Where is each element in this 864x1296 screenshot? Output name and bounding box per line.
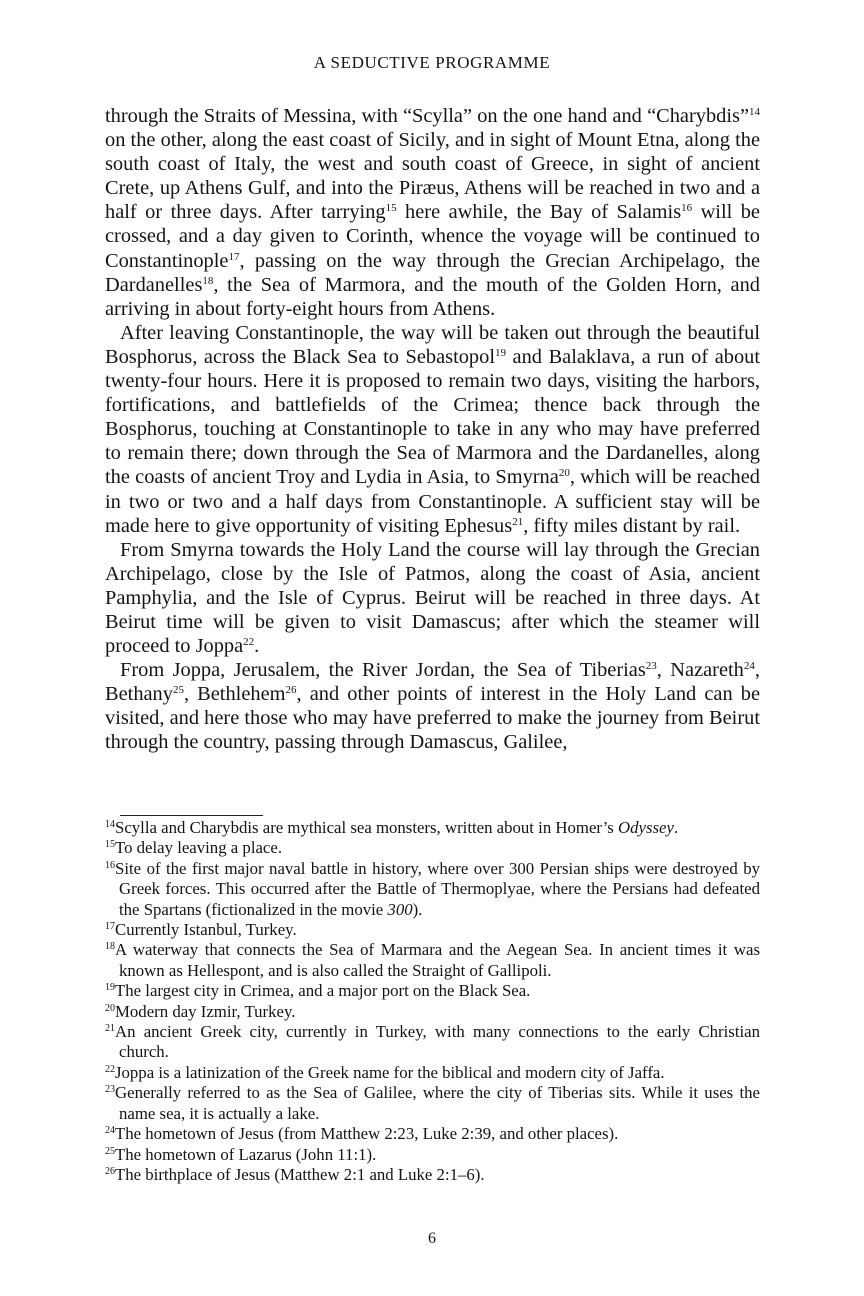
paragraph: From Smyrna towards the Holy Land the course will lay through the Grecian Archipelago, close by the Isle of Patmos, along the coast of Asia, ancient Pamphylia, and the Isle of Cyprus. Beirut will be reached in three days. At Beirut time will be given to visit Damascus; after which the steamer will proceed to Joppa$^{22}$. bbox=[105, 538, 760, 658]
footnote-ref[interactable]: 14 bbox=[749, 106, 760, 118]
paragraph: From Joppa, Jerusalem, the River Jordan, the Sea of Tiberias$^{23}$, Nazareth$^{24}$, Bethany$^{25}$, Bethlehem$^{26}$, and other points of interest in the Holy Land can be visited, and here those who may have preferred to make the journey from Beirut through the country, passing through Damascus, Galilee, bbox=[105, 659, 760, 754]
footnote-number: 16 bbox=[105, 859, 115, 871]
footnote-number: 17 bbox=[105, 921, 115, 933]
footnote: $^{21}$An ancient Greek city, currently in Turkey, with many connections to the early Christian church. bbox=[105, 1022, 760, 1062]
footnotes bbox=[105, 818, 760, 1185]
footnote: $^{22}$Joppa is a latinization of the Greek name for the biblical and modern city of Jaffa. bbox=[105, 1062, 665, 1082]
footnote-ref[interactable]: 16 bbox=[681, 202, 693, 215]
footnote: $^{23}$Generally referred to as the Sea of Galilee, where the city of Tiberias sits. While it uses the name sea, it is actually a lake. bbox=[105, 1083, 760, 1123]
footnote-number: 20 bbox=[105, 1002, 115, 1014]
body-text bbox=[105, 104, 760, 755]
footnote-number: 19 bbox=[105, 982, 115, 994]
paragraph: through the Straits of Messina, with “Scylla” on the one hand and “Charybdis”$^{14}$ on the other, along the east coast of Sicily, and in sight of Mount Etna, along the south coast of Italy, the west and south coast of Greece, in sight of ancient Crete, up Athens Gulf, and into the Piræus, Athens will be reached in two and a half or three days. After tarrying$^{15}$ here awhile, the Bay of Salamis$^{16}$ will be crossed, and a day given to Corinth, whence the voyage will be continued to Constantinople$^{17}$, passing on the way through the Grecian Archipelago, the Dardanelles$^{18}$, the Sea of Marmora, and the mouth of the Golden Horn, and arriving in about forty-eight hours from Athens. bbox=[105, 105, 760, 320]
footnote: $^{26}$The birthplace of Jesus (Matthew 2:1 and Luke 2:1–6). bbox=[105, 1164, 485, 1184]
footnote: $^{16}$Site of the first major naval battle in history, where over 300 Persian ships were destroyed by Greek forces. This occurred after the Battle of Thermoplyae, where the Persians had defeated the Spartans (fictionalized in the movie 300). bbox=[105, 858, 760, 919]
footnote-ref[interactable]: 19 bbox=[494, 346, 506, 359]
footnote-number: 21 bbox=[105, 1023, 115, 1035]
footnote-number: 22 bbox=[105, 1063, 115, 1075]
footnote-number: 24 bbox=[105, 1125, 115, 1137]
footnote-number: 15 bbox=[105, 839, 115, 851]
paragraph: After leaving Constantinople, the way will be taken out through the beautiful Bosphorus, across the Black Sea to Sebastopol$^{19}$ and Balaklava, a run of about twenty-four hours. Here it is proposed to remain two days, visiting the harbors, fortifications, and battlefields of the Crimea; thence back through the Bosphorus, touching at Constantinople to take in any who may have preferred to remain there; down through the Sea of Marmora and the Dardanelles, along the coasts of ancient Troy and Lydia in Asia, to Smyrna$^{20}$, which will be reached in two or two and a half days from Constantinople. A sufficient stay will be made here to give opportunity of visiting Ephesus$^{21}$, fifty miles distant by rail. bbox=[105, 321, 760, 537]
page-number: 6 bbox=[428, 1230, 436, 1247]
footnote-ref[interactable]: 24 bbox=[743, 660, 755, 673]
footnote-ref[interactable]: 18 bbox=[202, 274, 214, 287]
footnote-number: 26 bbox=[105, 1165, 115, 1177]
footnote-number: 23 bbox=[105, 1084, 115, 1096]
footnote: $^{18}$A waterway that connects the Sea of Marmara and the Aegean Sea. In ancient times it was known as Hellespont, and is also called the Straight of Gallipoli. bbox=[105, 940, 760, 980]
footnote-ref[interactable]: 26 bbox=[285, 684, 297, 697]
footnote-number: 14 bbox=[105, 819, 115, 830]
footnote-ref[interactable]: 20 bbox=[558, 467, 570, 480]
footnote-ref[interactable]: 21 bbox=[512, 515, 524, 528]
footnote-number: 25 bbox=[105, 1145, 115, 1157]
footnote: $^{25}$The hometown of Lazarus (John 11:1). bbox=[105, 1144, 377, 1164]
footnote: $^{17}$Currently Istanbul, Turkey. bbox=[105, 920, 297, 940]
footnote: $^{20}$Modern day Izmir, Turkey. bbox=[105, 1001, 296, 1021]
footnote-divider bbox=[120, 815, 263, 816]
footnote: $^{14}$Scylla and Charybdis are mythical sea monsters, written about in Homer’s Odyssey. bbox=[105, 818, 679, 837]
footnote-ref[interactable]: 25 bbox=[172, 684, 184, 697]
footnote-ref[interactable]: 22 bbox=[243, 636, 255, 649]
footnote-ref[interactable]: 15 bbox=[385, 202, 397, 215]
footnote: $^{19}$The largest city in Crimea, and a major port on the Black Sea. bbox=[105, 981, 531, 1001]
footnote: $^{15}$To delay leaving a place. bbox=[105, 838, 283, 858]
footnote-ref[interactable]: 17 bbox=[228, 250, 240, 263]
running-head: A SEDUCTIVE PROGRAMME bbox=[313, 53, 551, 72]
footnote-ref[interactable]: 23 bbox=[645, 660, 657, 673]
footnote-number: 18 bbox=[105, 941, 115, 953]
footnote: $^{24}$The hometown of Jesus (from Matthew 2:23, Luke 2:39, and other places). bbox=[105, 1124, 619, 1144]
